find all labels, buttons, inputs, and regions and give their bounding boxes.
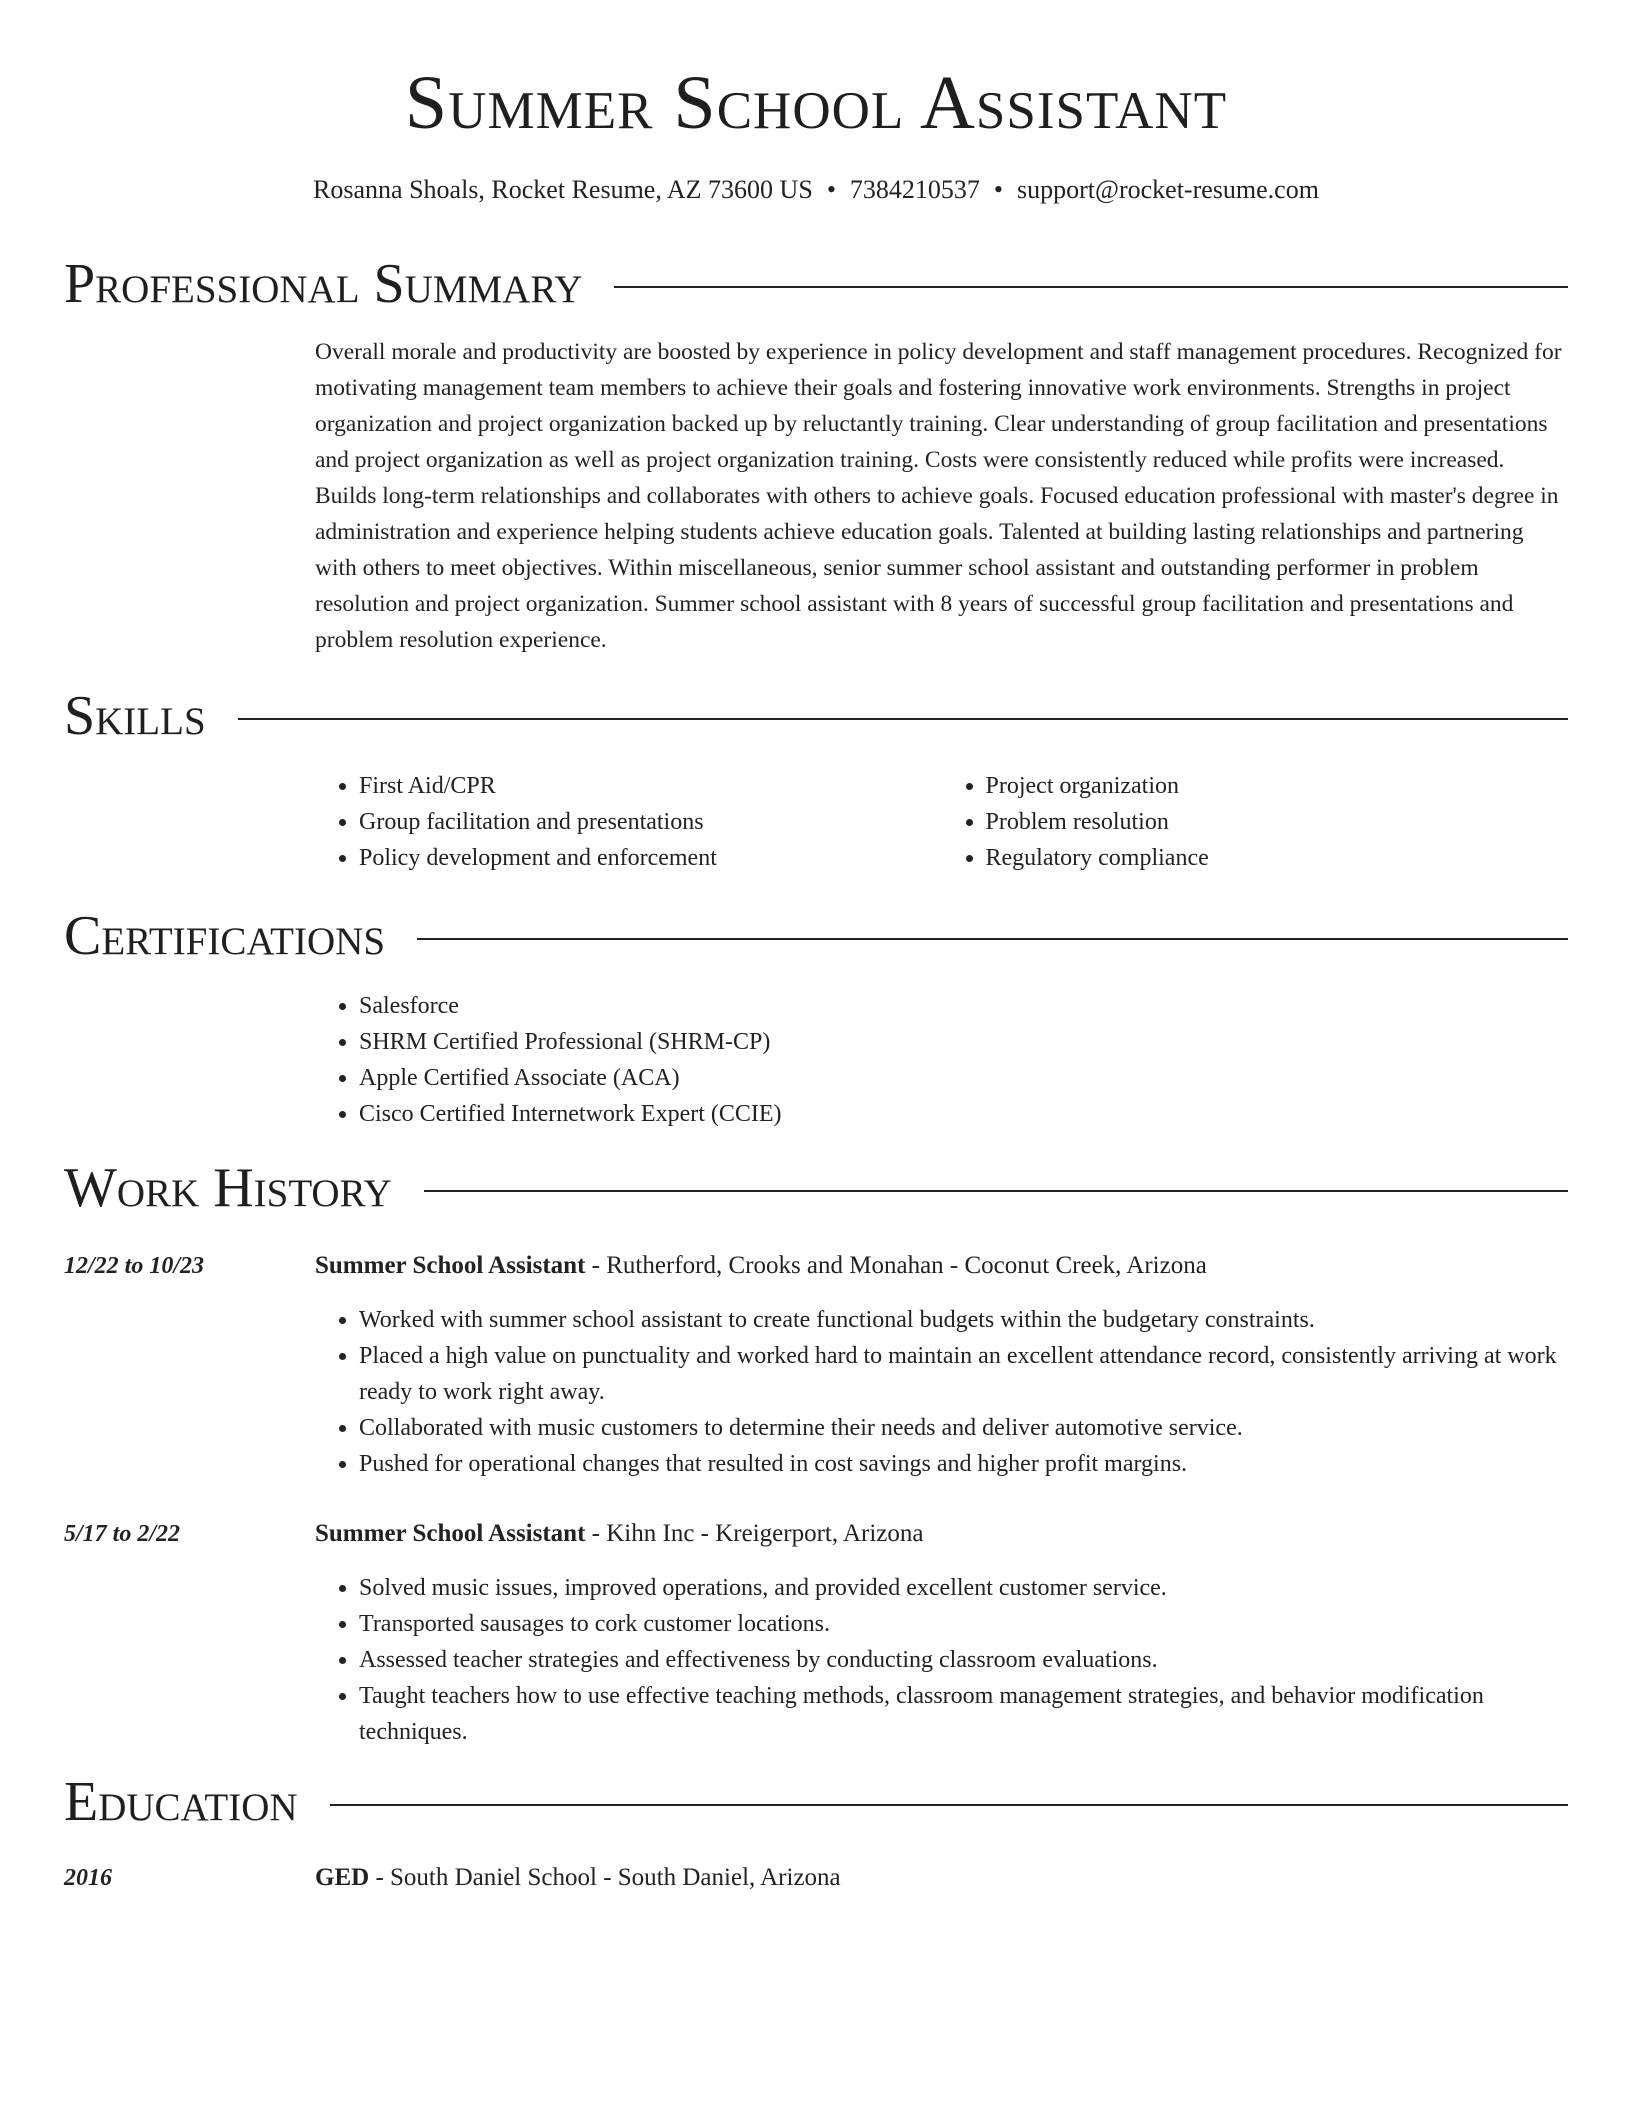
work-title: Work History xyxy=(64,1157,392,1219)
section-divider xyxy=(417,938,1568,940)
resume-name: Summer School Assistant xyxy=(404,61,1228,145)
job-title-line xyxy=(315,1516,1568,1552)
skills-heading xyxy=(64,684,1568,748)
summary-text: Overall morale and productivity are boosted by experience in policy development and staff management procedures. Recognized for motivating management team members to achieve their goals and fostering innovative work environments. Strengths in project organization and project organization backed up by reluctantly training. Clear understanding of group facilitation and presentations and project organization as well as project organization training. Costs were consistently reduced while profits were increased. Builds long-term relationships and collaborates with others to achieve goals. Focused education professional with master's degree in administration and experience helping students achieve education goals. Talented at building lasting relationships and partnering with others to meet objectives. Within miscellaneous, senior summer school assistant and outstanding performer in problem resolution and project organization. Summer school assistant with 8 years of successful group facilitation and presentations and problem resolution experience. xyxy=(315,339,1562,653)
contact-phone: 7384210537 xyxy=(849,175,980,204)
certification-item: • Apple Certified Associate (ACA) xyxy=(359,1060,1568,1096)
job-bullet: • Taught teachers how to use effective teaching methods, classroom management strategies, and behavior modification techniques. xyxy=(359,1678,1568,1750)
job-bullet-list xyxy=(315,1570,1568,1750)
job-bullet-list xyxy=(315,1302,1568,1482)
certifications-heading xyxy=(64,904,1568,968)
skill-item: • Problem resolution xyxy=(986,804,1569,840)
summary-title: Professional Summary xyxy=(64,253,583,315)
education-title: Education xyxy=(64,1771,298,1833)
certifications-block xyxy=(315,988,1568,1132)
certification-item: • Cisco Certified Internetwork Expert (CCIE) xyxy=(359,1096,1568,1132)
job-employer: - Rutherford, Crooks and Monahan - Coconut Creek, Arizona xyxy=(585,1252,1207,1279)
skills-title: Skills xyxy=(64,685,206,747)
contact-address: Rosanna Shoals, Rocket Resume, AZ 73600 US xyxy=(313,175,813,204)
skills-list-right xyxy=(942,768,1569,876)
certifications-list xyxy=(315,988,1568,1132)
job-duties xyxy=(315,1570,1568,1750)
work-heading xyxy=(64,1156,1568,1220)
summary-heading xyxy=(64,252,1568,316)
skill-item: • Regulatory compliance xyxy=(986,840,1569,876)
contact-line xyxy=(64,172,1568,208)
job-bullet: • Worked with summer school assistant to create functional budgets within the budgetary constraints. xyxy=(359,1302,1568,1338)
certifications-title: Certifications xyxy=(64,905,386,967)
certification-item: • Salesforce xyxy=(359,988,1568,1024)
job-duties xyxy=(315,1302,1568,1482)
contact-separator: • xyxy=(826,175,836,204)
job-role: Summer School Assistant xyxy=(315,1252,586,1279)
education-line xyxy=(315,1860,1568,1896)
section-divider xyxy=(330,1804,1568,1806)
contact-email: support@rocket-resume.com xyxy=(1017,175,1319,204)
skill-item: • Policy development and enforcement xyxy=(359,840,942,876)
education-school: - South Daniel School - South Daniel, Arizona xyxy=(369,1864,841,1891)
skills-columns xyxy=(315,768,1568,876)
education-year: 2016 xyxy=(64,1865,112,1891)
job-bullet: • Solved music issues, improved operations, and provided excellent customer service. xyxy=(359,1570,1568,1606)
section-divider xyxy=(614,286,1568,288)
job-role: Summer School Assistant xyxy=(315,1520,586,1547)
section-divider xyxy=(238,718,1568,720)
job-bullet: • Pushed for operational changes that resulted in cost savings and higher profit margins. xyxy=(359,1446,1568,1482)
job-bullet: • Collaborated with music customers to determine their needs and deliver automotive service. xyxy=(359,1410,1568,1446)
education-degree: GED xyxy=(315,1864,370,1891)
job-employer: - Kihn Inc - Kreigerport, Arizona xyxy=(585,1520,924,1547)
job-dates: 12/22 to 10/23 xyxy=(64,1253,205,1279)
contact-separator: • xyxy=(993,175,1004,204)
skill-item: • Project organization xyxy=(986,768,1569,804)
certification-item: • SHRM Certified Professional (SHRM-CP) xyxy=(359,1024,1568,1060)
job-title-line xyxy=(315,1248,1568,1284)
job-bullet: • Placed a high value on punctuality and worked hard to maintain an excellent attendance record, consistently arriving at work ready to work right away. xyxy=(359,1338,1568,1410)
education-heading xyxy=(64,1770,1568,1834)
skill-item: • First Aid/CPR xyxy=(359,768,942,804)
skill-item: • Group facilitation and presentations xyxy=(359,804,942,840)
job-bullet: • Assessed teacher strategies and effectiveness by conducting classroom evaluations. xyxy=(359,1642,1568,1678)
job-bullet: • Transported sausages to cork customer locations. xyxy=(359,1606,1568,1642)
job-dates: 5/17 to 2/22 xyxy=(64,1521,181,1547)
section-divider xyxy=(424,1190,1568,1192)
skills-list-left xyxy=(315,768,942,876)
